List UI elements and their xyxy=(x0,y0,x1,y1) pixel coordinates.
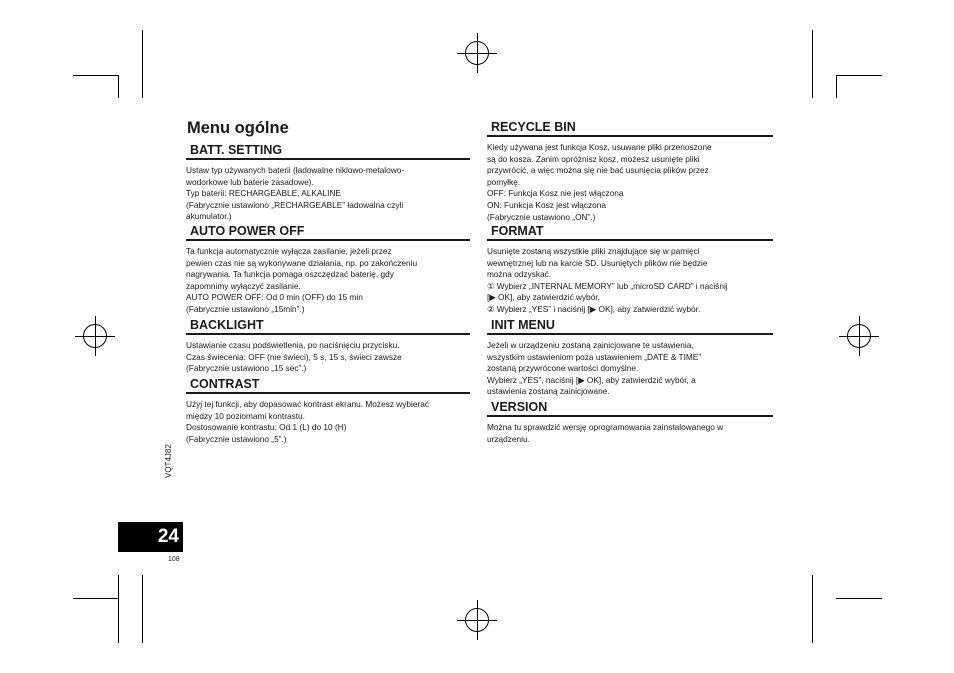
section-text: Ustaw typ używanych baterii (ładowalne niklowo-metalowo- wodorkowe lub baterie zasadowe). Typ baterii: RECHARGEABLE, ALKALINE (Fabrycznie ustawiono „RECHARGEABLE” ładowalna czyli akumulator.) xyxy=(186,165,405,222)
crop-mark xyxy=(836,75,882,76)
section-text: Można tu sprawdzić wersję oprogramowania zainstalowanego w urządzeniu. xyxy=(487,422,724,444)
section-heading: FORMAT xyxy=(487,223,773,241)
crop-mark xyxy=(73,598,119,599)
section-heading: VERSION xyxy=(487,399,773,417)
section-heading: BACKLIGHT xyxy=(186,317,470,335)
section-heading: RECYCLE BIN xyxy=(487,119,773,137)
registration-mark xyxy=(75,316,115,356)
crop-mark xyxy=(812,575,813,643)
crop-mark xyxy=(118,75,119,98)
document-code: VQT4J82 xyxy=(164,444,173,478)
crop-mark xyxy=(142,30,143,98)
registration-mark xyxy=(839,316,879,356)
crop-mark xyxy=(142,575,143,643)
page-number: 24 xyxy=(118,522,183,552)
section-text: Jeżeli w urządzeniu zostaną zainicjowane te ustawienia, wszystkim ustawieniom poza ustawieniem „DATE & TIME” zostaną przywrócone wartości domyślne. Wybierz „YES”, naciśnij [▶ OK], aby zatwierdzić wybór, a ustawienia zostaną zainicjowane. xyxy=(487,340,702,397)
registration-mark xyxy=(457,600,497,640)
sub-page-number: 108 xyxy=(168,556,180,563)
section-version xyxy=(487,399,773,445)
section-text: Ustawianie czasu podświetlenia, po naciśnięciu przycisku. Czas świecenia: OFF (nie świeci), 5 s, 15 s, świeci zawsze (Fabrycznie ustawiono „15 sec”.) xyxy=(186,340,402,374)
crop-mark xyxy=(73,75,119,76)
section-contrast xyxy=(186,376,470,445)
page-title: Menu ogólne xyxy=(187,119,289,137)
crop-mark xyxy=(836,75,837,98)
crop-mark xyxy=(118,575,119,643)
section-batt-setting xyxy=(186,142,470,223)
section-auto-power-off xyxy=(186,223,470,316)
section-heading: BATT. SETTING xyxy=(186,142,470,160)
section-text: Użyj tej funkcji, aby dopasować kontrast ekranu. Możesz wybierać między 10 poziomami kontrastu. Dostosowanie kontrastu: Od 1 (L) do 10 (H) (Fabrycznie ustawiono „5”.) xyxy=(186,399,430,444)
section-heading: AUTO POWER OFF xyxy=(186,223,470,241)
section-text: Ta funkcja automatycznie wyłącza zasilanie, jeżeli przez pewien czas nie są wykonywane działania, np. po zakończeniu nagrywania. Ta funkcja pomaga oszczędzać baterię, gdy zapomnimy wyłączyć zasilanie. AUTO POWER OFF: Od 0 min (OFF) do 15 min (Fabrycznie ustawiono „15min”.) xyxy=(186,246,418,314)
crop-mark xyxy=(812,30,813,98)
section-recycle-bin xyxy=(487,119,773,223)
section-text: Kiedy używana jest funkcja Kosz, usuwane pliki przenoszone są do kosza. Zanim opróżnisz kosz, możesz usunięte pliki przywrócić, a więc można się nie bać usunięcia plików przez pomyłkę. OFF: Funkcja Kosz nie jest włączona ON: Funkcja Kosz jest włączona (Fabrycznie ustawiono „ON”.) xyxy=(487,142,712,222)
section-text: Usunięte zostaną wszystkie pliki znajdujące się w pamięci wewnętrznej lub na karcie SD. Usuniętych plików nie będzie można odzyskać. ① Wybierz „INTERNAL MEMORY” lub „microSD CARD” i naciśnij [▶ OK], aby zatwierdzić wybór. ② Wybierz „YES” i naciśnij [▶ OK], aby zatwierdzić wybór. xyxy=(487,246,728,314)
crop-mark xyxy=(836,598,882,599)
section-backlight xyxy=(186,317,470,375)
registration-mark xyxy=(457,33,497,73)
section-format xyxy=(487,223,773,316)
section-heading: INIT MENU xyxy=(487,317,773,335)
section-init-menu xyxy=(487,317,773,398)
section-heading: CONTRAST xyxy=(186,376,470,394)
